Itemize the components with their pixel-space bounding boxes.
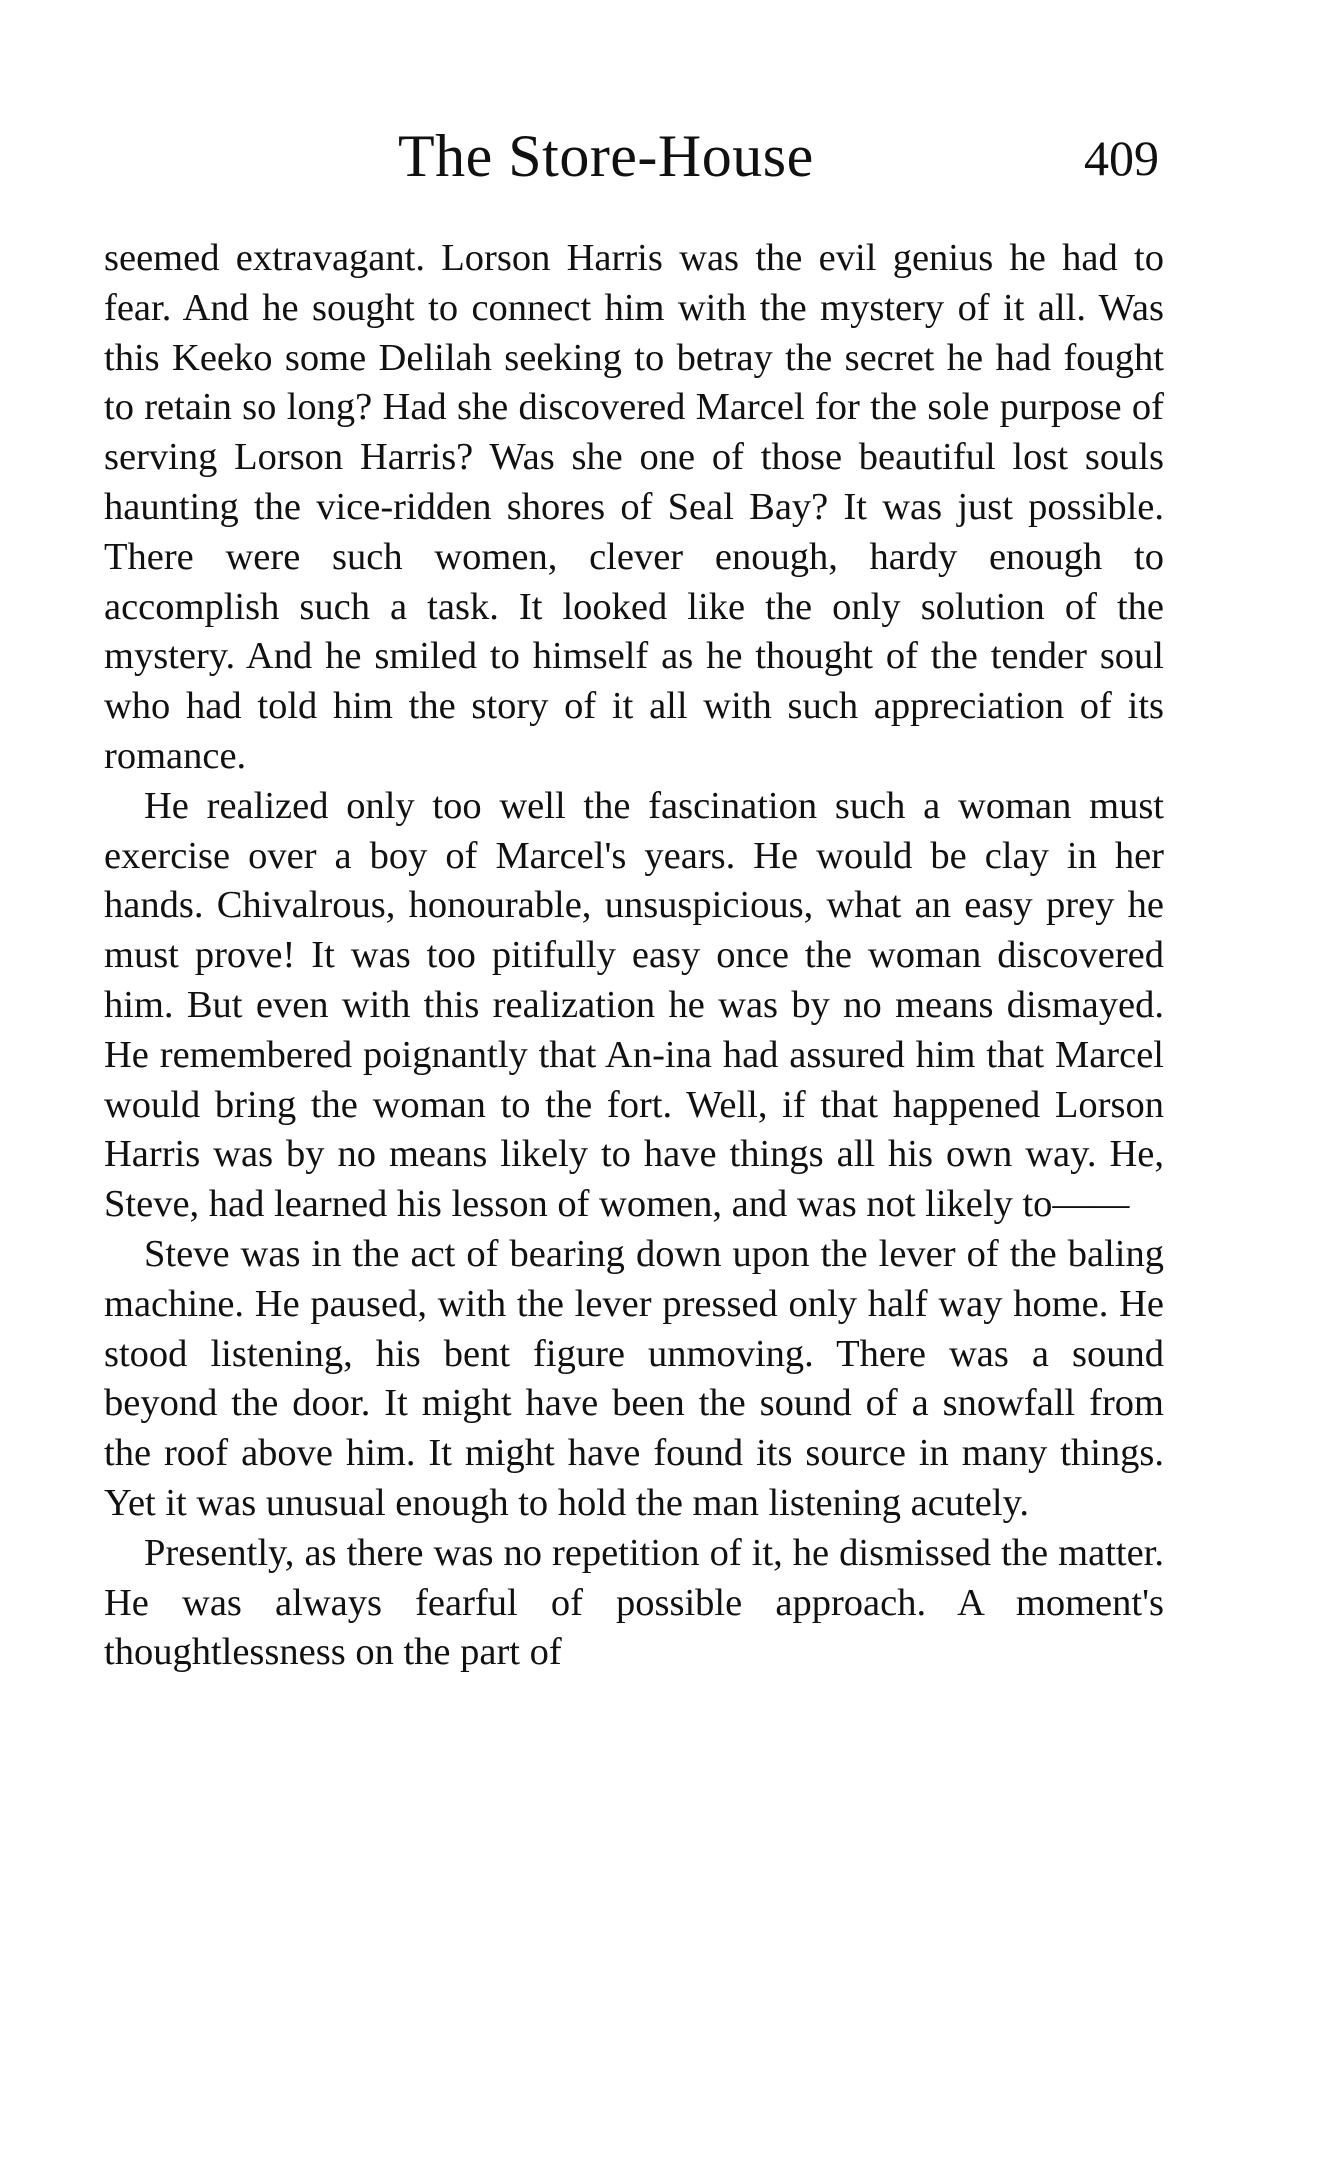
page-number: 409 (1084, 130, 1159, 186)
paragraph-3: Steve was in the act of bearing down upon the lever of the baling machine. He paused, with the lever pressed only half way home. He stood listening, his bent figure unmoving. There was a sound beyond the door. It might have been the sound of a snowfall from the roof above him. It might have found its source in many things. Yet it was unusual enough to hold the man listening acutely. (104, 1232, 1164, 1524)
running-head (0, 118, 1340, 198)
body-text (104, 234, 1164, 1678)
running-title: The Store-House (398, 123, 814, 189)
paragraph-2: He realized only too well the fascination such a woman must exercise over a boy of Marcel's years. He would be clay in her hands. Chivalrous, honourable, unsuspicious, what an easy prey he must prove! It was too pitifully easy once the woman discovered him. But even with this realization he was by no means dismayed. He remembered poignantly that An-ina had assured him that Marcel would bring the woman to the fort. Well, if that happened Lorson Harris was by no means likely to have things all his own way. He, Steve, had learned his lesson of women, and was not likely to—— (104, 784, 1164, 1226)
paragraph-1: seemed extravagant. Lorson Harris was the evil genius he had to fear. And he sought to connect him with the mystery of it all. Was this Keeko some Delilah seeking to betray the secret he had fought to retain so long? Had she discovered Marcel for the sole purpose of serving Lorson Harris? Was she one of those beautiful lost souls haunting the vice-ridden shores of Seal Bay? It was just possible. There were such women, clever enough, hardy enough to accomplish such a task. It looked like the only solution of the mystery. And he smiled to himself as he thought of the tender soul who had told him the story of it all with such appreciation of its romance. (104, 237, 1164, 777)
paragraph-4: Presently, as there was no repetition of it, he dismissed the matter. He was always fearful of possible approach. A moment's thoughtlessness on the part of (104, 1531, 1164, 1674)
